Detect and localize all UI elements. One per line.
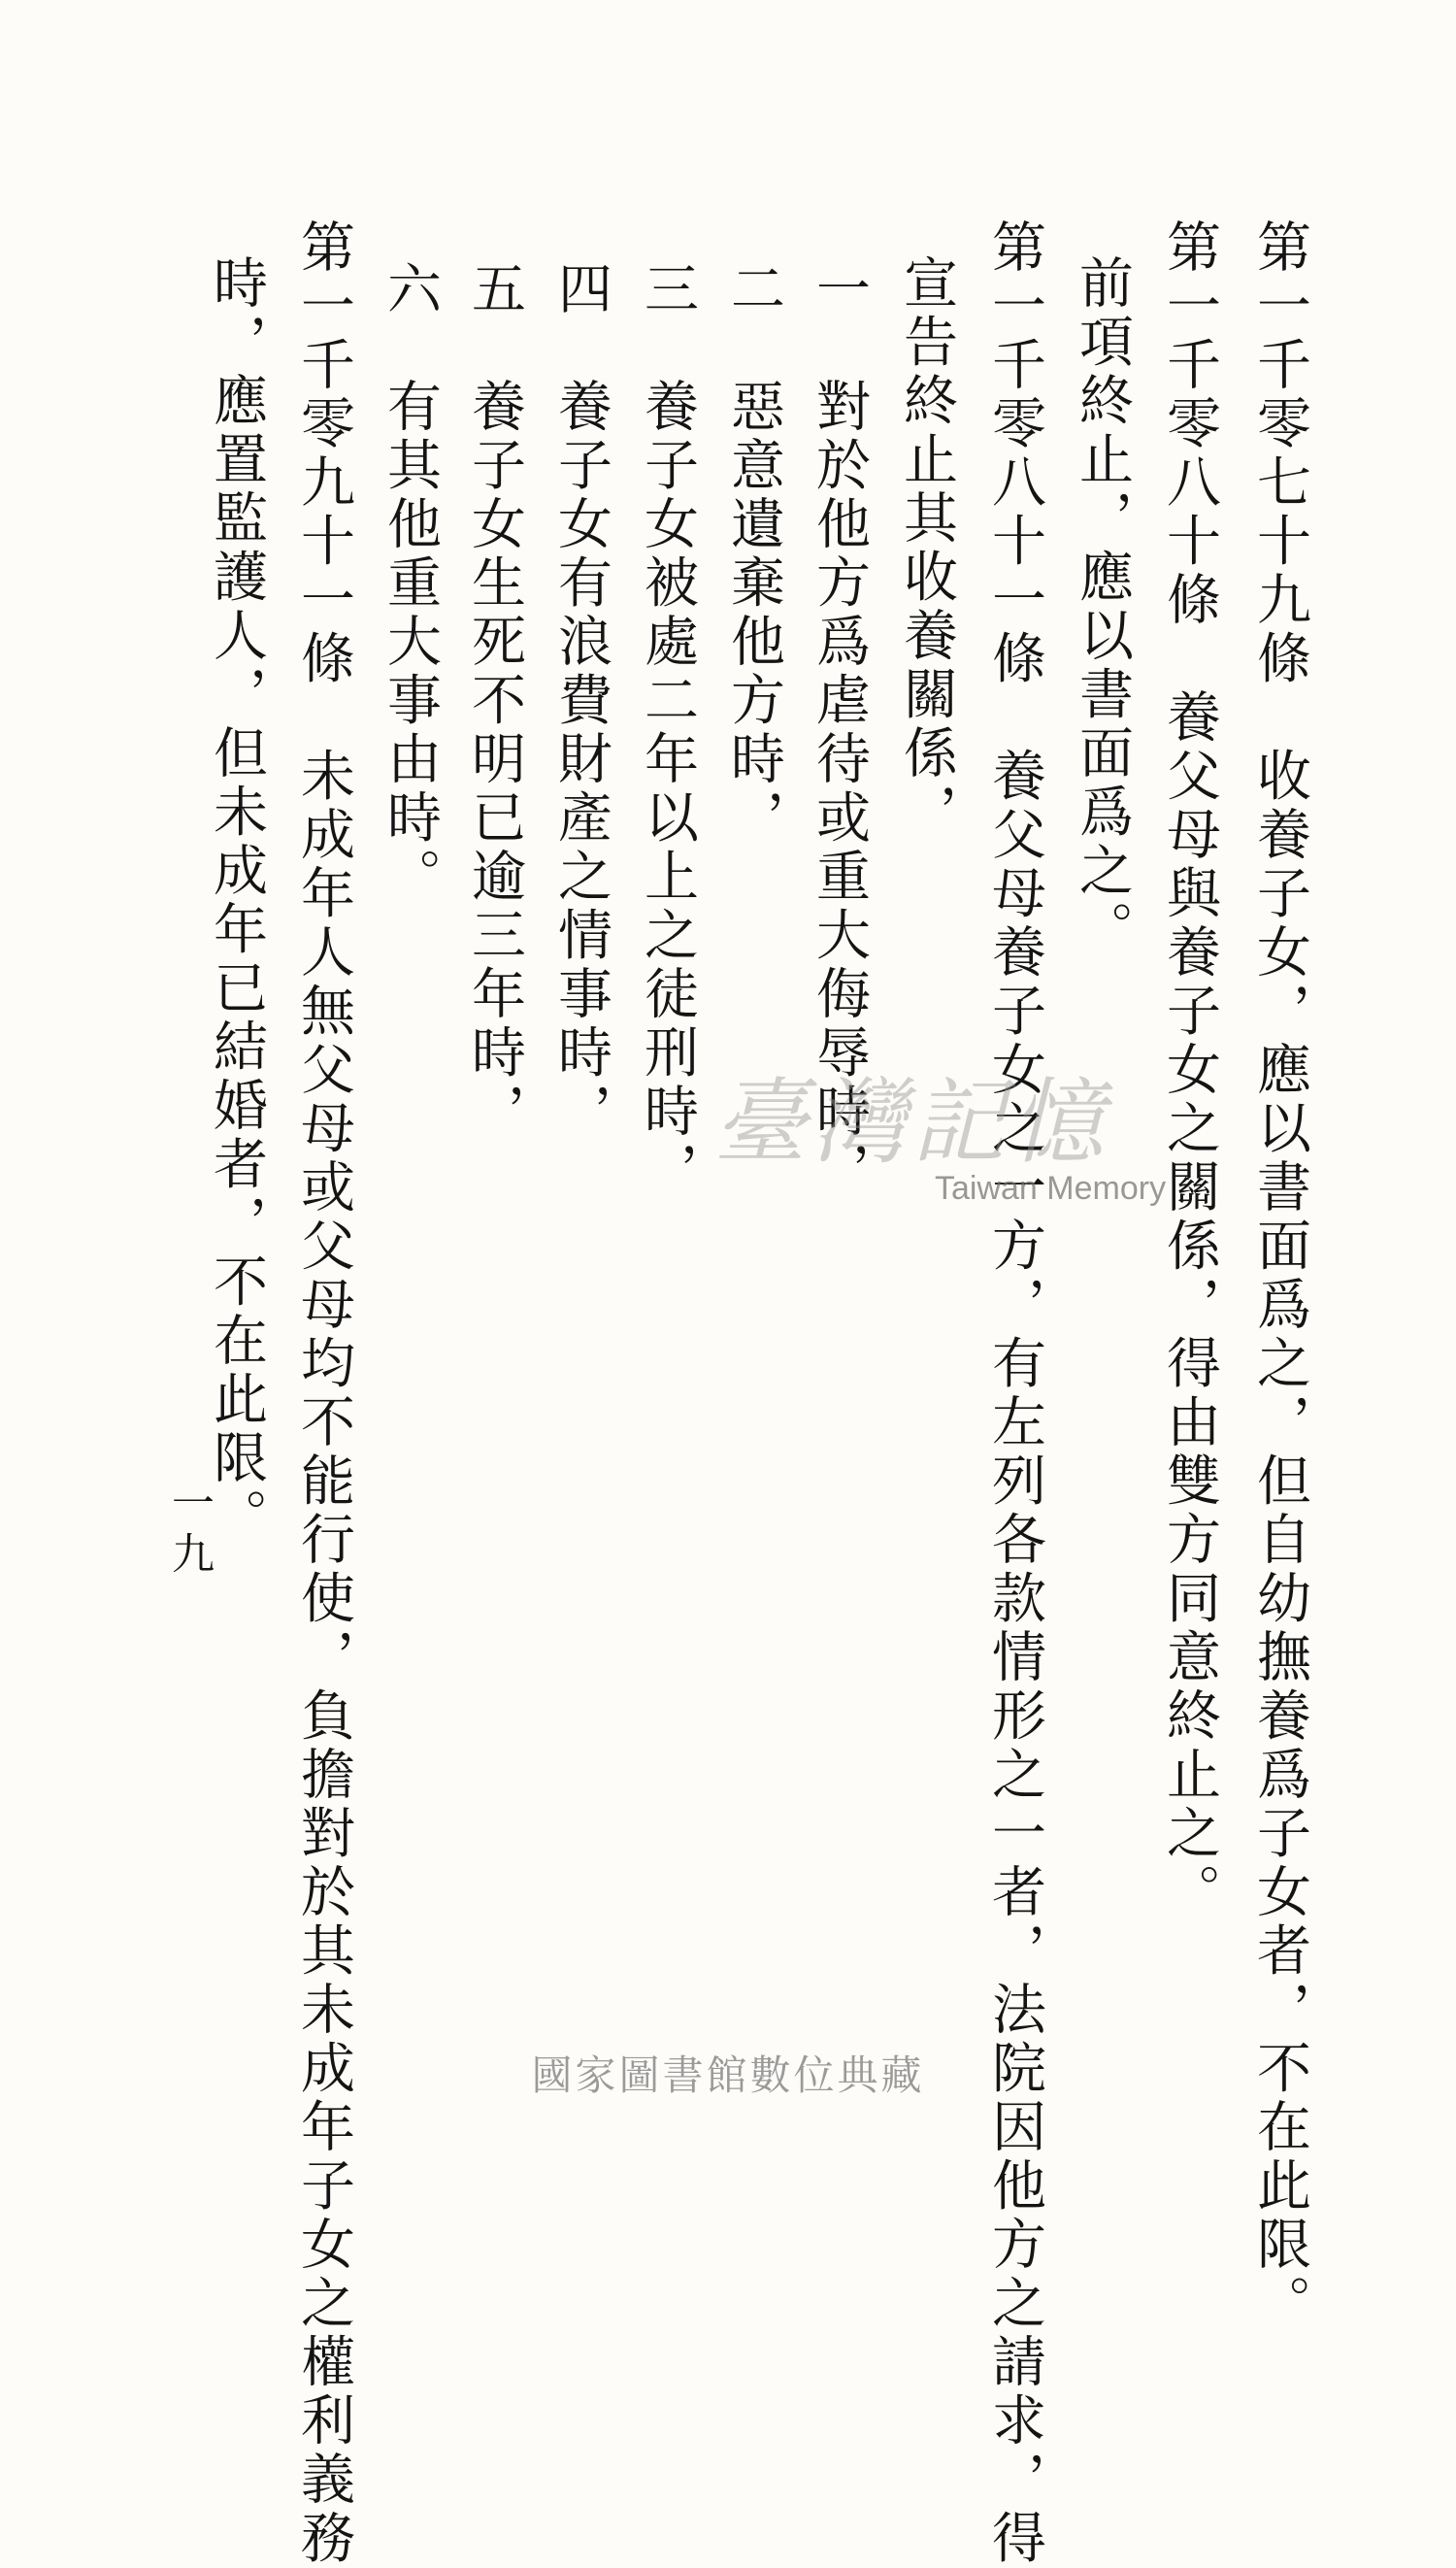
article-1091-text: 第一千零九十一條 未成年人無父母或父母均不能行使，負擔對於其未成年子女之權利義務 xyxy=(292,218,355,2568)
article-1080-text: 第一千零八十條 養父母與養子女之關係，得由雙方同意終止之。 xyxy=(1158,218,1221,1922)
list-item-2: 二 惡意遺棄他方時， xyxy=(722,260,785,848)
list-item-3: 三 養子女被處二年以上之徒刑時， xyxy=(636,260,699,1200)
list-item-1: 一 對於他方爲虐待或重大侮辱時， xyxy=(808,260,871,1200)
article-1091-continuation: 時，應置監護人，但未成年已結婚者，不在此限。 xyxy=(205,254,268,1547)
list-item-4: 四 養子女有浪費財產之情事時， xyxy=(549,260,612,1142)
watermark-english: Taiwan Memory xyxy=(935,1170,1167,1207)
article-1081-continuation: 宣告終止其收養關係， xyxy=(895,254,958,842)
list-item-5: 五 養子女生死不明已逾三年時， xyxy=(463,260,526,1142)
list-item-6: 六 有其他重大事由時。 xyxy=(379,260,442,907)
article-1079-text: 第一千零七十九條 收養子女，應以書面爲之，但自幼撫養爲子女者，不在此限。 xyxy=(1248,218,1311,2333)
watermark-chinese: 臺灣記憶 xyxy=(713,1068,1109,1177)
page-number: 一九 xyxy=(164,1481,214,1582)
article-1081-text: 第一千零八十一條 養父母養子女之一方，有左列各款情形之一者，法院因他方之請求，得 xyxy=(983,218,1046,2568)
footer-credit: 國家圖書館數位典藏 xyxy=(531,2051,925,2099)
taiwan-memory-watermark xyxy=(713,1049,1170,1223)
article-1080-paragraph-2: 前項終止，應以書面爲之。 xyxy=(1071,254,1134,959)
